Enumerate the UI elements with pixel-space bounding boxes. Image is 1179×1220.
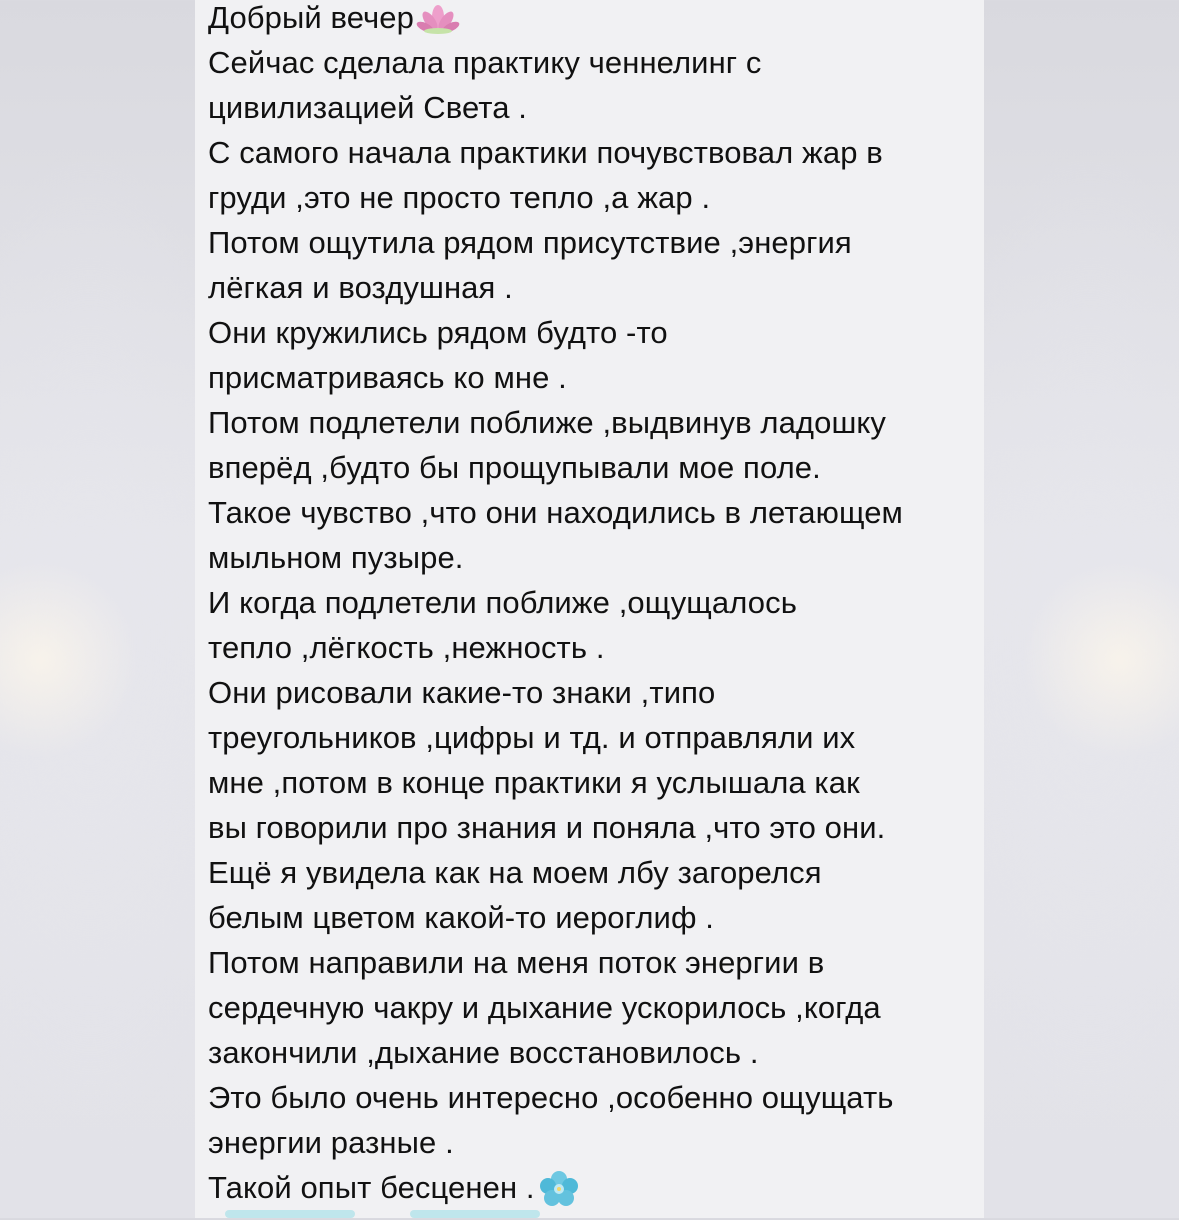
message-line: цивилизацией Света . <box>208 90 527 125</box>
message-line: белым цветом какой-то иероглиф . <box>208 900 714 935</box>
blue-flower-emoji-icon <box>537 1170 581 1210</box>
message-line: вы говорили про знания и поняла ,что это они. <box>208 810 886 845</box>
message-line: вперёд ,будто бы прощупывали мое поле. <box>208 450 821 485</box>
message-line: Такой опыт бесценен . <box>208 1165 978 1210</box>
message-line: закончили ,дыхание восстановилось . <box>208 1035 759 1070</box>
reaction-pill[interactable] <box>225 1210 355 1218</box>
message-line: сердечную чакру и дыхание ускорилось ,когда <box>208 990 881 1025</box>
message-line: Потом ощутила рядом присутствие ,энергия <box>208 225 852 260</box>
background-glare-left <box>0 560 140 760</box>
message-line: тепло ,лёгкость ,нежность . <box>208 630 605 665</box>
message-line: Потом направили на меня поток энергии в <box>208 945 825 980</box>
reaction-pill[interactable] <box>410 1210 540 1218</box>
message-line: Такое чувство ,что они находились в летающем <box>208 495 903 530</box>
message-line: Ещё я увидела как на моем лбу загорелся <box>208 855 822 890</box>
message-line: Добрый вечер <box>208 0 978 40</box>
message-line: С самого начала практики почувствовал жар в <box>208 135 883 170</box>
message-line: груди ,это не просто тепло ,а жар . <box>208 180 711 215</box>
message-line: энергии разные . <box>208 1125 454 1160</box>
message-bubble <box>195 0 984 1218</box>
message-text <box>208 0 978 1210</box>
background-glare-right <box>1020 560 1179 760</box>
message-line: присматриваясь ко мне . <box>208 360 567 395</box>
message-line: треугольников ,цифры и тд. и отправляли их <box>208 720 856 755</box>
reaction-strip <box>225 1210 625 1220</box>
message-line: И когда подлетели поближе ,ощущалось <box>208 585 797 620</box>
message-line: Они кружились рядом будто -то <box>208 315 668 350</box>
message-line: мне ,потом в конце практики я услышала как <box>208 765 860 800</box>
message-line: Потом подлетели поближе ,выдвинув ладошку <box>208 405 887 440</box>
message-line: Это было очень интересно ,особенно ощущать <box>208 1080 894 1115</box>
lotus-emoji-icon <box>416 3 460 37</box>
message-line: Сейчас сделала практику ченнелинг с <box>208 45 762 80</box>
message-line: мыльном пузыре. <box>208 540 464 575</box>
message-line: лёгкая и воздушная . <box>208 270 513 305</box>
message-line: Они рисовали какие-то знаки ,типо <box>208 675 716 710</box>
